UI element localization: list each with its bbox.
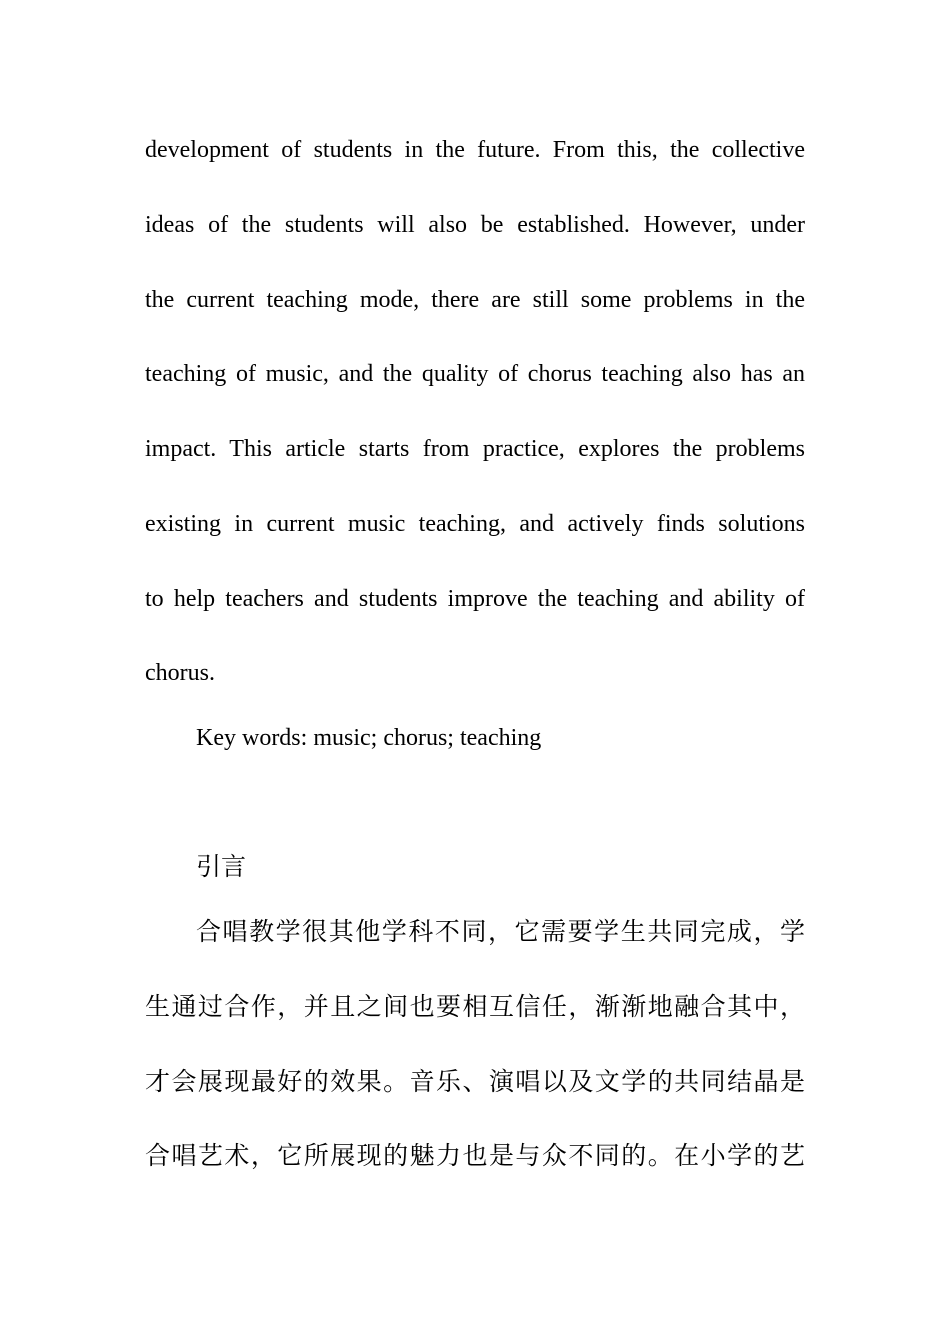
section-heading: 引言 — [196, 852, 247, 881]
abstract-line: teaching of music, and the quality of chorus teaching also has an — [145, 361, 805, 387]
body-line: 才会展现最好的效果。音乐、演唱以及文学的共同结晶是 — [145, 1067, 805, 1096]
keywords: Key words: music; chorus; teaching — [196, 725, 542, 751]
abstract-line: existing in current music teaching, and actively finds solutions — [145, 511, 805, 537]
body-line: 合唱教学很其他学科不同，它需要学生共同完成，学 — [196, 917, 805, 946]
abstract-line: impact. This article starts from practice, explores the problems — [145, 436, 805, 462]
abstract-line: development of students in the future. From this, the collective — [145, 137, 805, 163]
body-line: 生通过合作，并且之间也要相互信任，渐渐地融合其中， — [145, 992, 805, 1021]
body-line: 合唱艺术，它所展现的魅力也是与众不同的。在小学的艺 — [145, 1141, 805, 1170]
abstract-line: to help teachers and students improve the teaching and ability of — [145, 586, 805, 612]
abstract-line: the current teaching mode, there are still some problems in the — [145, 287, 805, 313]
abstract-line: ideas of the students will also be established. However, under — [145, 212, 805, 238]
abstract-line: chorus. — [145, 660, 215, 686]
